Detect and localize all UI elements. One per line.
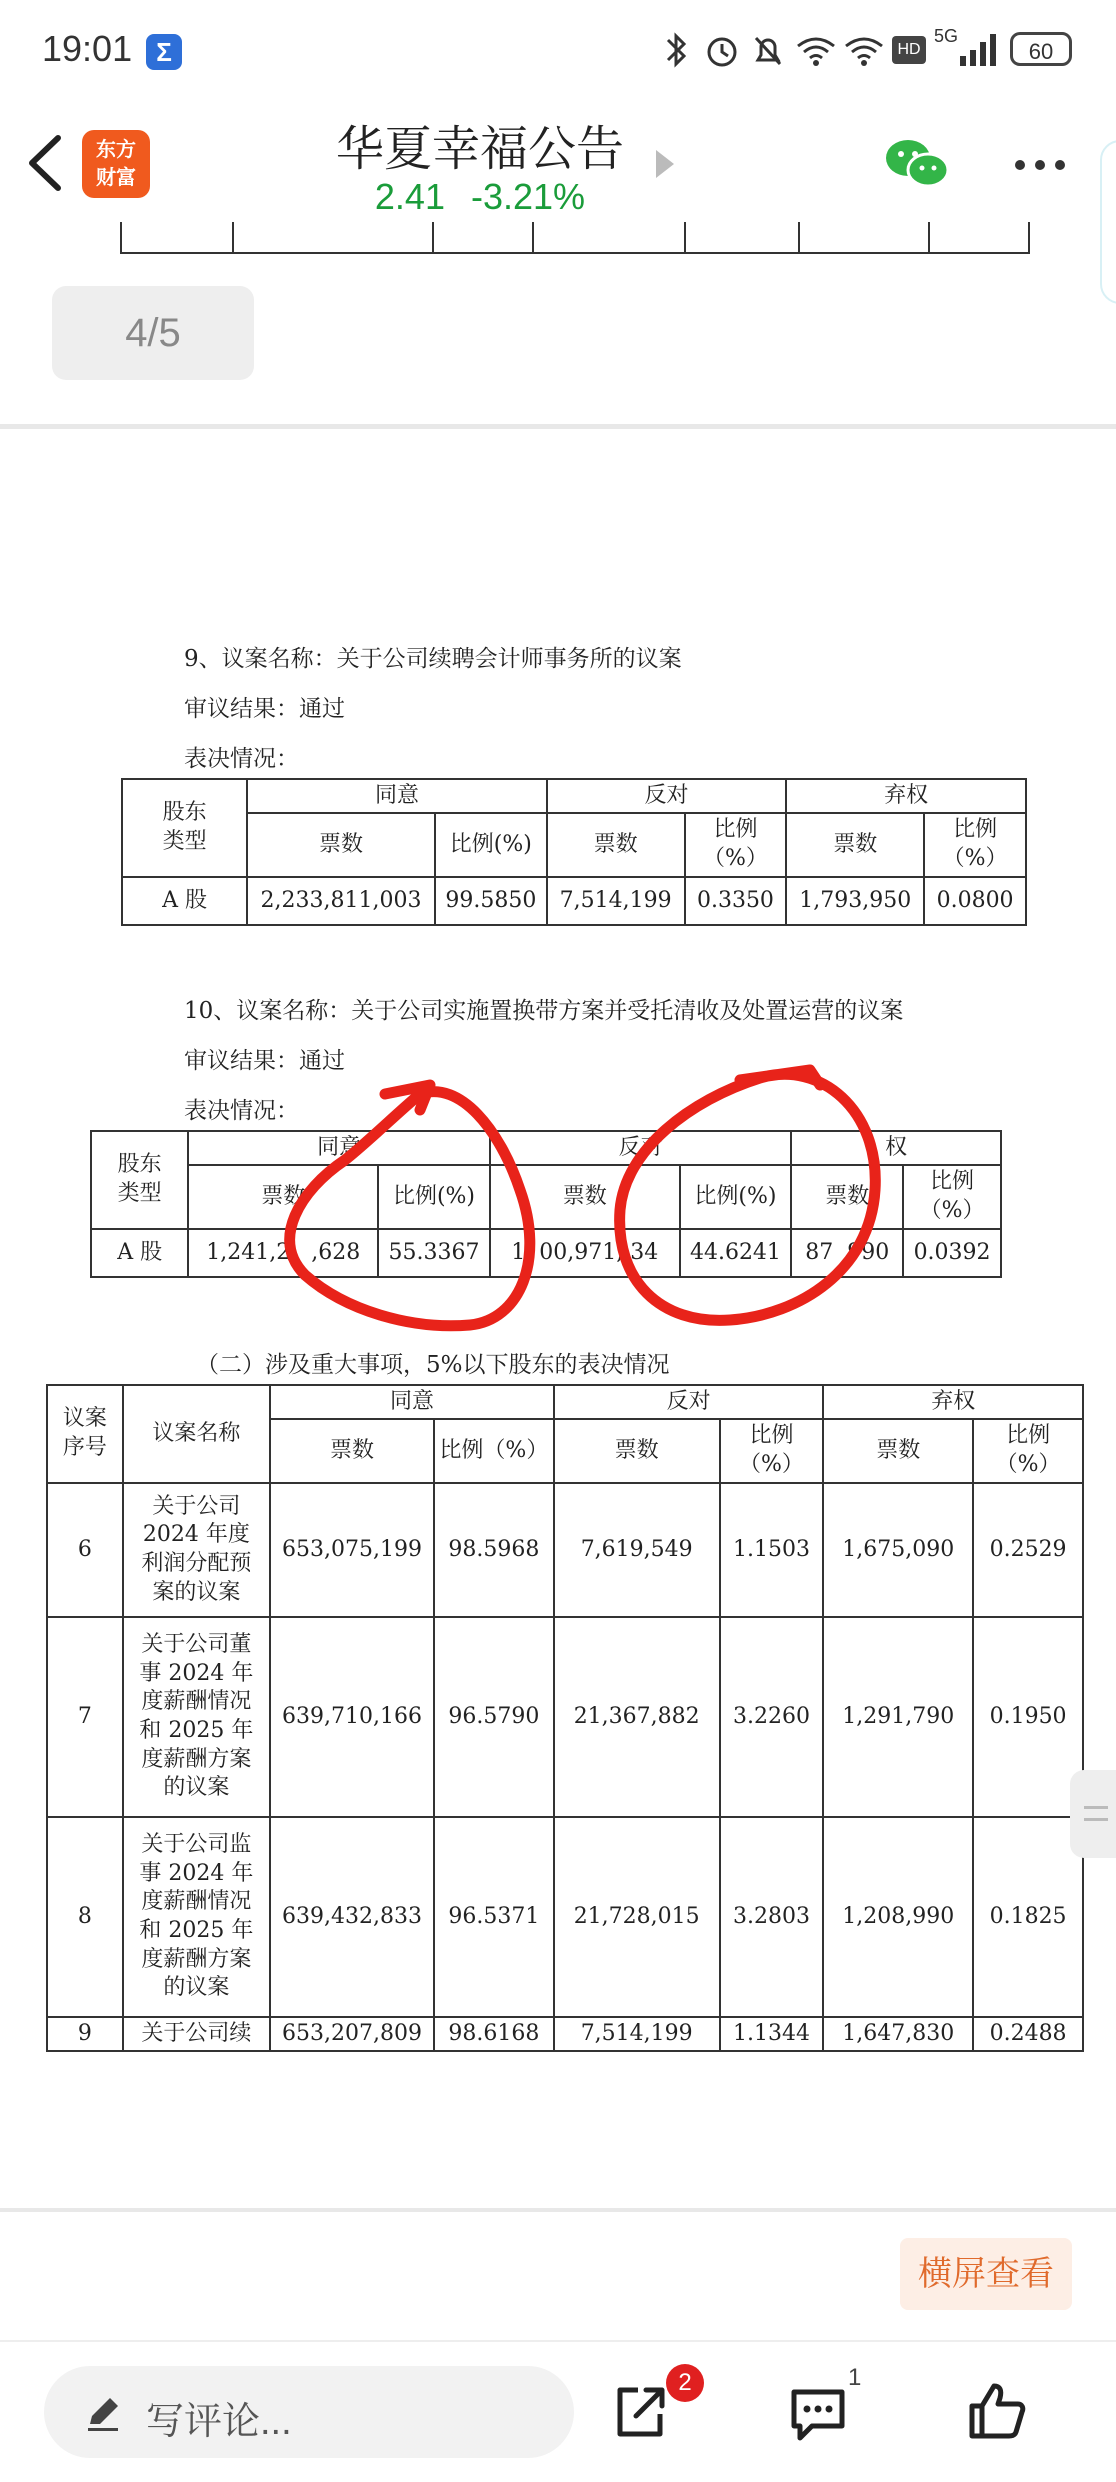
table-cell: 44.6241 [680,1229,792,1277]
table-cell: 3.2260 [720,1617,824,1817]
table-cell: 98.5968 [434,1483,554,1617]
status-time: 19:01 [42,28,133,69]
proposal-10-vote-label: 表决情况： [184,1098,299,1124]
header-ratio: 比例(%) [435,813,547,877]
divider [0,2208,1116,2212]
table-cell: 关于公司董 事 2024 年 度薪酬情况 和 2025 年 度薪酬方案 的议案 [123,1617,270,1817]
table-cell: 99.5850 [435,877,547,925]
share-icon[interactable] [610,2382,670,2442]
stock-price: 2.41 [374,176,445,217]
table-cell: A 股 [91,1229,188,1277]
table-cell: 关于公司续 [123,2017,270,2051]
logo-text-1: 东方 [96,139,136,161]
header-abstain: 弃权 [823,1385,1083,1419]
table-cell: 21,728,015 [554,1817,720,2017]
table-cell: 1,793,950 [786,877,924,925]
header-ratio: 比例 （%） [903,1165,1001,1229]
logo-text-2: 财富 [96,167,136,189]
cell-text: ,628 [311,1239,361,1265]
header-holder-type: 股东 类型 [91,1131,188,1229]
header-name: 议案名称 [123,1385,270,1483]
header-ratio: 比例 （%） [685,813,787,877]
proposal-10-result: 审议结果：通过 [184,1048,345,1074]
header-votes: 票数 [547,813,685,877]
table-cell: 1,208,990 [823,1817,973,2017]
eastmoney-logo [82,130,150,198]
side-drawer-handle[interactable] [1070,1770,1116,1858]
bluetooth-icon [656,30,696,70]
header-votes: 票数 [490,1165,680,1229]
more-options-icon[interactable] [1010,150,1070,180]
table-cell [188,1229,378,1277]
cell-text: 87 [805,1239,834,1265]
table-cell: 96.5371 [434,1817,554,2017]
header-votes: 票数 [247,813,435,877]
table-cell: 8 [47,1817,123,2017]
comment-placeholder[interactable]: 写评论... [146,2401,292,2443]
table-cell: 7,514,199 [554,2017,720,2051]
proposal-9-vote-label: 表决情况： [184,746,299,772]
table-cell: 0.3350 [685,877,787,925]
cell-text: 34 [630,1239,659,1265]
table-cell: 6 [47,1483,123,1617]
hd-icon: HD [892,36,926,64]
header-ratio: 比例 （%） [924,813,1026,877]
page-title: 华夏幸福公告 [335,123,624,176]
table-cell: 0.2488 [973,2017,1083,2051]
table-cell: 55.3367 [378,1229,490,1277]
table-cell: 1,647,830 [823,2017,973,2051]
mute-bell-icon [748,30,788,70]
wechat-share-icon[interactable] [882,134,952,194]
table-cell [791,1229,903,1277]
header-ratio: 比例 （%） [973,1419,1083,1483]
table-cell: 0.2529 [973,1483,1083,1617]
handle-line [1084,1806,1108,1809]
proposal-9-result: 审议结果：通过 [184,696,345,722]
header-against: 反对 [547,779,787,813]
table-cell: 3.2803 [720,1817,824,2017]
proposal-10-table [90,1130,1002,1278]
wifi-icon [794,30,838,70]
alarm-icon [702,30,742,70]
table-cell: 639,432,833 [270,1817,434,2017]
table-cell: 0.0392 [903,1229,1001,1277]
handle-line [1084,1818,1108,1821]
stock-change: -3.21% [471,176,586,217]
table-cell: 1,291,790 [823,1617,973,1817]
previous-table-remnant [120,222,1030,254]
cell-text: 990 [847,1239,890,1265]
header-agree: 同意 [188,1131,490,1165]
table-cell: 关于公司 2024 年度 利润分配预 案的议案 [123,1483,270,1617]
landscape-view-button[interactable]: 横屏查看 [900,2238,1072,2310]
table-cell: 0.1950 [973,1617,1083,1817]
table-cell: 98.6168 [434,2017,554,2051]
page-indicator: 4/5 [52,286,254,380]
header-ratio: 比例 （%） [720,1419,824,1483]
header-abstain: 弃权 [786,779,1026,813]
header-votes: 票数 [823,1419,973,1483]
network-type: 5G [934,26,959,46]
header-agree: 同意 [270,1385,554,1419]
proposal-10-title: 10、议案名称：关于公司实施置换带方案并受托清收及处置运营的议案 [184,998,904,1024]
table-cell: 1.1344 [720,2017,824,2051]
table-cell: 9 [47,2017,123,2051]
header-against: 反对 [490,1131,791,1165]
header-votes: 票数 [554,1419,720,1483]
proposal-9-table [121,778,1027,926]
header-votes: 票数 [188,1165,378,1229]
pencil-icon [82,2392,124,2434]
header-agree: 同意 [247,779,547,813]
header-ratio: 比例(%) [680,1165,792,1229]
table-cell: A 股 [122,877,247,925]
wifi-icon-2 [842,30,886,70]
expand-arrow-icon[interactable] [656,150,674,178]
header-votes: 票数 [786,813,924,877]
like-thumbs-up-icon[interactable] [966,2380,1028,2442]
app-notification-icon: Σ [146,34,182,70]
divider [0,424,1116,429]
status-bar [0,0,1116,100]
table-cell: 0.0800 [924,877,1026,925]
header-ratio: 比例(%) [378,1165,490,1229]
header-votes: 票数 [791,1165,903,1229]
share-badge: 2 [666,2364,704,2402]
back-arrow-icon[interactable] [20,128,70,198]
table-cell: 1.1503 [720,1483,824,1617]
table-cell: 2,233,811,003 [247,877,435,925]
table-cell: 639,710,166 [270,1617,434,1817]
table-cell: 关于公司监 事 2024 年 度薪酬情况 和 2025 年 度薪酬方案 的议案 [123,1817,270,2017]
header-seq: 议案 序号 [47,1385,123,1483]
section-2-title: （二）涉及重大事项，5%以下股东的表决情况 [196,1352,670,1378]
table-cell [490,1229,680,1277]
battery-indicator: 60 [1010,32,1072,66]
table-cell: 7,514,199 [547,877,685,925]
header-against: 反对 [554,1385,824,1419]
signal-icon [956,30,1002,70]
message-icon[interactable] [788,2384,848,2444]
cell-text: 1 [511,1239,526,1265]
section-2-table [46,1384,1084,2052]
floating-edge-tab[interactable] [1100,140,1116,304]
header-ratio: 比例（%） [434,1419,554,1483]
table-cell: 653,075,199 [270,1483,434,1617]
header-abstain: 权 [791,1131,1001,1165]
header-votes: 票数 [270,1419,434,1483]
header-holder-type: 股东 类型 [122,779,247,877]
cell-text: 1,241,2 [206,1239,291,1265]
table-cell: 21,367,882 [554,1617,720,1817]
message-count: 1 [848,2364,862,2391]
price-row [300,176,660,218]
table-cell: 0.1825 [973,1817,1083,2017]
cell-text: 00,971, [539,1239,624,1265]
table-cell: 653,207,809 [270,2017,434,2051]
table-cell: 96.5790 [434,1617,554,1817]
table-cell: 7,619,549 [554,1483,720,1617]
table-cell: 1,675,090 [823,1483,973,1617]
table-cell: 7 [47,1617,123,1817]
proposal-9-title: 9、议案名称：关于公司续聘会计师事务所的议案 [184,646,682,672]
